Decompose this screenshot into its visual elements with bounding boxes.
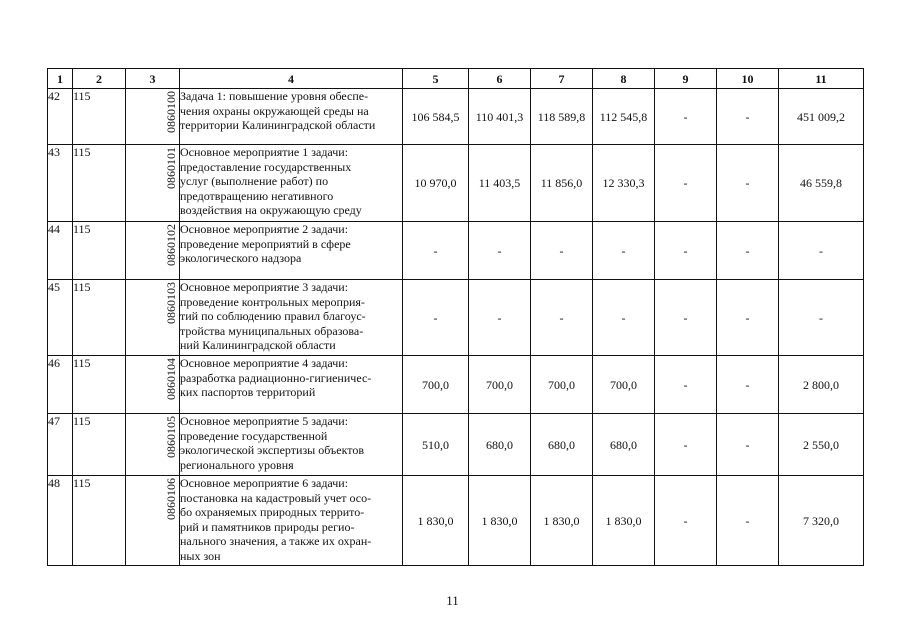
- value-col9: -: [655, 414, 717, 476]
- description-line: Основное мероприятие 2 задачи:: [180, 222, 349, 236]
- table-row: [48, 414, 864, 476]
- description-line: Основное мероприятие 6 задачи:: [180, 476, 349, 490]
- column-header: 3: [126, 69, 180, 89]
- table-row: [48, 280, 864, 356]
- description-line: рий и памятников природы регио-: [180, 519, 355, 534]
- value-col10: -: [717, 145, 779, 222]
- value-col5: 106 584,5: [403, 89, 469, 145]
- budget-table: [47, 68, 864, 566]
- value-col7: 700,0: [531, 356, 593, 414]
- value-col8: -: [593, 280, 655, 356]
- value-col11: 451 009,2: [779, 89, 864, 145]
- description-line: воздействия на окружающую среду: [180, 203, 362, 218]
- table-row: [48, 222, 864, 280]
- value-col5: -: [403, 280, 469, 356]
- description-line: Основное мероприятие 4 задачи:: [180, 356, 349, 370]
- row-number: 45: [48, 280, 73, 356]
- budget-code: 115: [73, 414, 126, 476]
- value-col11: -: [779, 280, 864, 356]
- budget-code: 115: [73, 280, 126, 356]
- classification-code-cell: [126, 476, 180, 566]
- description-line: регионального уровня: [180, 457, 294, 472]
- description-line: предоставление государственных: [180, 159, 352, 174]
- value-col7: 680,0: [531, 414, 593, 476]
- value-col11: 2 800,0: [779, 356, 864, 414]
- value-col10: -: [717, 414, 779, 476]
- row-number: 46: [48, 356, 73, 414]
- value-col9: -: [655, 222, 717, 280]
- classification-code: 0860104: [164, 358, 178, 400]
- row-number: 42: [48, 89, 73, 145]
- value-col10: -: [717, 356, 779, 414]
- description: [180, 356, 403, 414]
- description-line: тий по соблюдению правил благоус-: [180, 309, 366, 324]
- value-col11: 46 559,8: [779, 145, 864, 222]
- column-header: 11: [779, 69, 864, 89]
- column-header: 10: [717, 69, 779, 89]
- value-col7: -: [531, 280, 593, 356]
- page-number: 11: [446, 593, 459, 608]
- description: [180, 280, 403, 356]
- table-row: [48, 145, 864, 222]
- description-line: ких паспортов территорий: [180, 385, 316, 400]
- description-line: проведение мероприятий в сфере: [180, 236, 351, 251]
- value-col9: -: [655, 280, 717, 356]
- description: [180, 89, 403, 145]
- value-col6: -: [469, 222, 531, 280]
- value-col6: -: [469, 280, 531, 356]
- row-number: 47: [48, 414, 73, 476]
- table-row: [48, 89, 864, 145]
- classification-code-cell: [126, 89, 180, 145]
- value-col10: -: [717, 89, 779, 145]
- table-row: [48, 476, 864, 566]
- description-line: постановка на кадастровый учет осо-: [180, 490, 372, 505]
- value-col8: 1 830,0: [593, 476, 655, 566]
- classification-code: 0860102: [164, 224, 178, 266]
- budget-code: 115: [73, 476, 126, 566]
- value-col6: 110 401,3: [469, 89, 531, 145]
- row-number: 43: [48, 145, 73, 222]
- table-row: [48, 356, 864, 414]
- row-number: 44: [48, 222, 73, 280]
- description-line: Основное мероприятие 3 задачи:: [180, 280, 349, 294]
- value-col6: 700,0: [469, 356, 531, 414]
- row-number: 48: [48, 476, 73, 566]
- description-line: чения охраны окружающей среды на: [180, 103, 369, 118]
- budget-code: 115: [73, 222, 126, 280]
- classification-code: 0860105: [164, 416, 178, 458]
- description-line: проведение государственной: [180, 428, 328, 443]
- description-line: экологической экспертизы объектов: [180, 443, 365, 458]
- value-col6: 11 403,5: [469, 145, 531, 222]
- header-row: [48, 69, 864, 89]
- description: [180, 414, 403, 476]
- description-line: экологического надзора: [180, 251, 302, 266]
- description-line: проведение контрольных мероприя-: [180, 294, 365, 309]
- value-col5: 10 970,0: [403, 145, 469, 222]
- value-col11: -: [779, 222, 864, 280]
- value-col8: 112 545,8: [593, 89, 655, 145]
- classification-code: 0860103: [164, 282, 178, 324]
- value-col5: 1 830,0: [403, 476, 469, 566]
- column-header: 2: [73, 69, 126, 89]
- classification-code-cell: [126, 414, 180, 476]
- value-col7: 1 830,0: [531, 476, 593, 566]
- value-col8: 680,0: [593, 414, 655, 476]
- value-col7: 118 589,8: [531, 89, 593, 145]
- column-header: 1: [48, 69, 73, 89]
- value-col11: 7 320,0: [779, 476, 864, 566]
- description: [180, 222, 403, 280]
- column-header: 8: [593, 69, 655, 89]
- description-line: территории Калининградской области: [180, 118, 376, 133]
- column-header: 7: [531, 69, 593, 89]
- column-header: 4: [180, 69, 403, 89]
- description-line: бо охраняемых природных террито-: [180, 505, 365, 520]
- description-line: ний Калининградской области: [180, 338, 336, 353]
- description-line: Основное мероприятие 5 задачи:: [180, 414, 349, 428]
- description-line: Основное мероприятие 1 задачи:: [180, 145, 349, 159]
- column-header: 6: [469, 69, 531, 89]
- description-line: нального значения, а также их охран-: [180, 534, 372, 549]
- value-col6: 1 830,0: [469, 476, 531, 566]
- column-header: 9: [655, 69, 717, 89]
- classification-code-cell: [126, 356, 180, 414]
- value-col10: -: [717, 476, 779, 566]
- value-col5: 510,0: [403, 414, 469, 476]
- value-col10: -: [717, 222, 779, 280]
- description-line: Задача 1: повышение уровня обеспе-: [180, 89, 369, 103]
- description-line: ных зон: [180, 548, 221, 563]
- value-col5: 700,0: [403, 356, 469, 414]
- description-line: услуг (выполнение работ) по: [180, 174, 329, 189]
- value-col9: -: [655, 89, 717, 145]
- value-col7: -: [531, 222, 593, 280]
- classification-code: 0860106: [164, 478, 178, 520]
- value-col8: 12 330,3: [593, 145, 655, 222]
- classification-code: 0860101: [164, 147, 178, 189]
- description-line: предотвращению негативного: [180, 188, 334, 203]
- budget-code: 115: [73, 356, 126, 414]
- description: [180, 476, 403, 566]
- value-col9: -: [655, 476, 717, 566]
- value-col8: 700,0: [593, 356, 655, 414]
- value-col11: 2 550,0: [779, 414, 864, 476]
- classification-code-cell: [126, 280, 180, 356]
- value-col5: -: [403, 222, 469, 280]
- column-header: 5: [403, 69, 469, 89]
- value-col7: 11 856,0: [531, 145, 593, 222]
- budget-code: 115: [73, 89, 126, 145]
- value-col9: -: [655, 356, 717, 414]
- value-col6: 680,0: [469, 414, 531, 476]
- description: [180, 145, 403, 222]
- classification-code-cell: [126, 145, 180, 222]
- value-col10: -: [717, 280, 779, 356]
- classification-code-cell: [126, 222, 180, 280]
- budget-code: 115: [73, 145, 126, 222]
- description-line: разработка радиационно-гигиеничес-: [180, 370, 372, 385]
- description-line: тройства муниципальных образова-: [180, 323, 364, 338]
- value-col9: -: [655, 145, 717, 222]
- classification-code: 0860100: [164, 91, 178, 133]
- value-col8: -: [593, 222, 655, 280]
